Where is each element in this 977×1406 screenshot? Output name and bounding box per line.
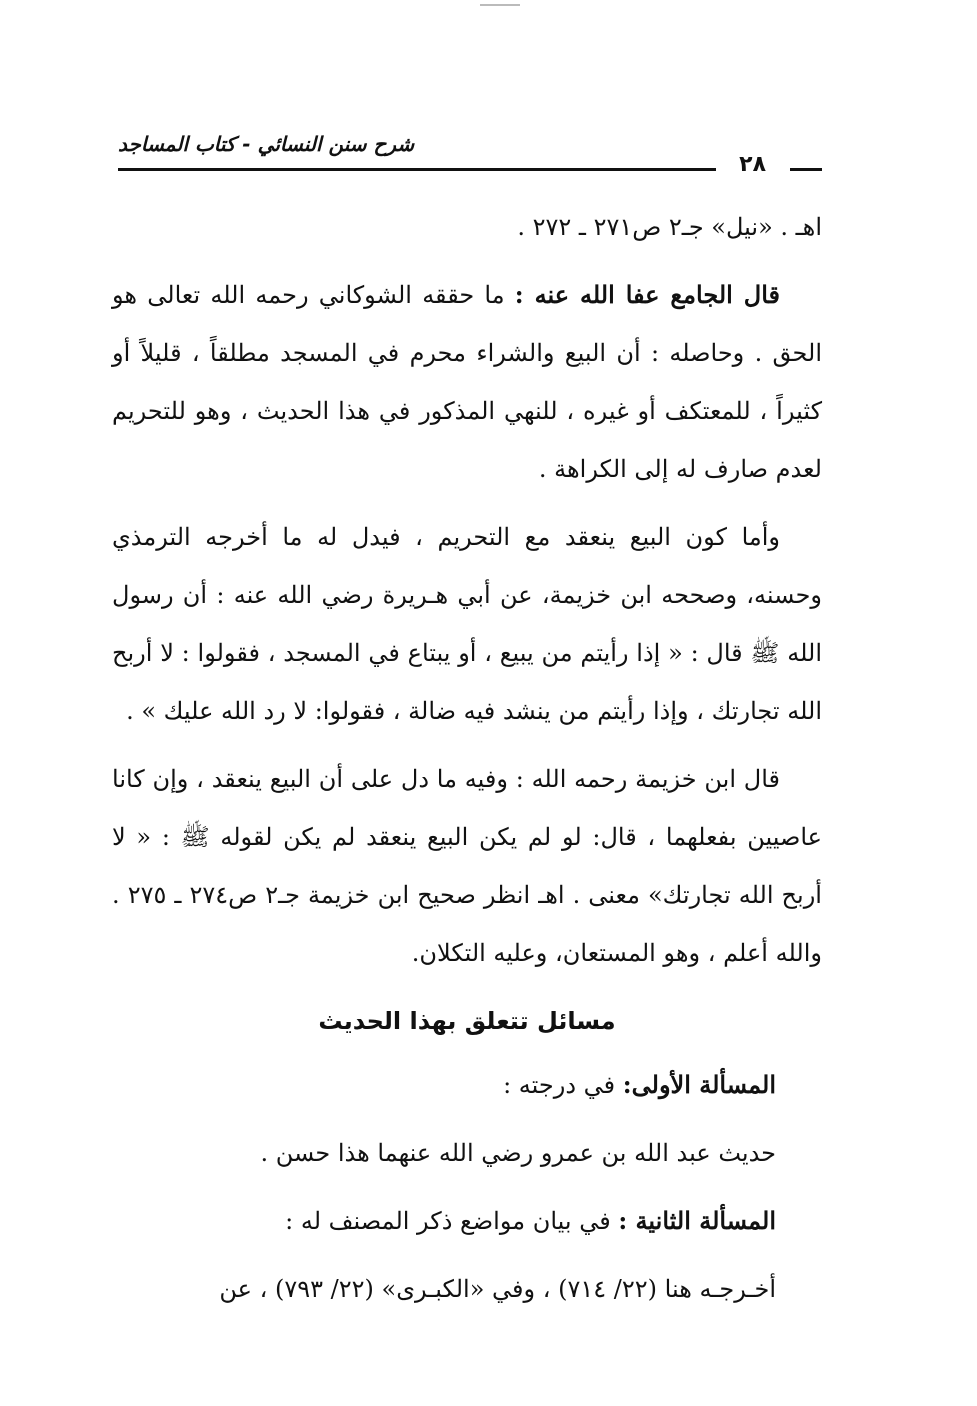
question-two-label: المسألة الثانية : — [618, 1206, 776, 1235]
top-edge-mark — [480, 4, 520, 6]
paragraph-ruling-text: ما حققه الشوكاني رحمه الله تعالى هو الحق . وحاصله : أن البيع والشراء محرم في المسجد مطلقاً ، قليلاً أو كثيراً ، للمعتكف أو غيره ، للنهي المذكور في هذا الحديث ، وهو للتحريم لعدم صارف له إلى الكراهة . — [112, 281, 822, 483]
page-number-dash — [790, 168, 822, 171]
citation-line: اهـ . «نيل» جـ٢ ص٢٧١ ـ ٢٧٢ . — [517, 213, 822, 241]
page-number: ٢٨ — [739, 152, 766, 177]
author-label: قال الجامع عفا الله عنه : — [514, 280, 780, 309]
question-one-answer: حديث عبد الله بن عمرو رضي الله عنهما هذا حسن . — [260, 1139, 776, 1167]
main-text — [112, 198, 822, 1328]
paragraph-ibn-khuzaymah: قال ابن خزيمة رحمه الله : وفيه ما دل على أن البيع ينعقد ، وإن كانا عاصيين بفعلهما ، قال: لو لم يكن البيع ينعقد لم يكن لقوله ﷺ : « لا أربح الله تجارتك» معنى . اهـ انظر صحيح ابن خزيمة جـ٢ ص٢٧٤ ـ ٢٧٥ . والله أعلم ، وهو المستعان، وعليه التكلان. — [112, 765, 822, 967]
paragraph-sale-validity: وأما كون البيع ينعقد مع التحريم ، فيدل له ما أخرجه الترمذي وحسنه، وصححه ابن خزيمة، عن أبي هـريرة رضي الله عنه : أن رسول الله ﷺ قال : « إذا رأيتم من يبيع ، أو يبتاع في المسجد ، فقولوا : لا أربح الله تجارتك ، وإذا رأيتم من ينشد فيه ضالة ، فقولوا: لا رد الله عليك » . — [112, 523, 822, 725]
running-title: شرح سنن النسائي - كتاب المساجد — [118, 132, 415, 156]
question-two-text: في بيان مواضع ذكر المصنف له : — [285, 1207, 611, 1235]
question-one-text: في درجته : — [503, 1071, 616, 1099]
question-one — [112, 1056, 822, 1114]
question-two-answer: أخـرجـه هنا (٢٢/ ٧١٤) ، وفي «الكبـرى» (٢٢/ ٧٩٣) ، عن — [219, 1275, 776, 1303]
question-one-label: المسألة الأولى: — [622, 1070, 776, 1099]
header-rule — [118, 168, 716, 171]
section-heading: مسائل تتعلق بهذا الحديث — [318, 1007, 616, 1035]
question-two — [112, 1192, 822, 1250]
paragraph-ruling — [112, 266, 822, 498]
running-header — [118, 122, 822, 182]
